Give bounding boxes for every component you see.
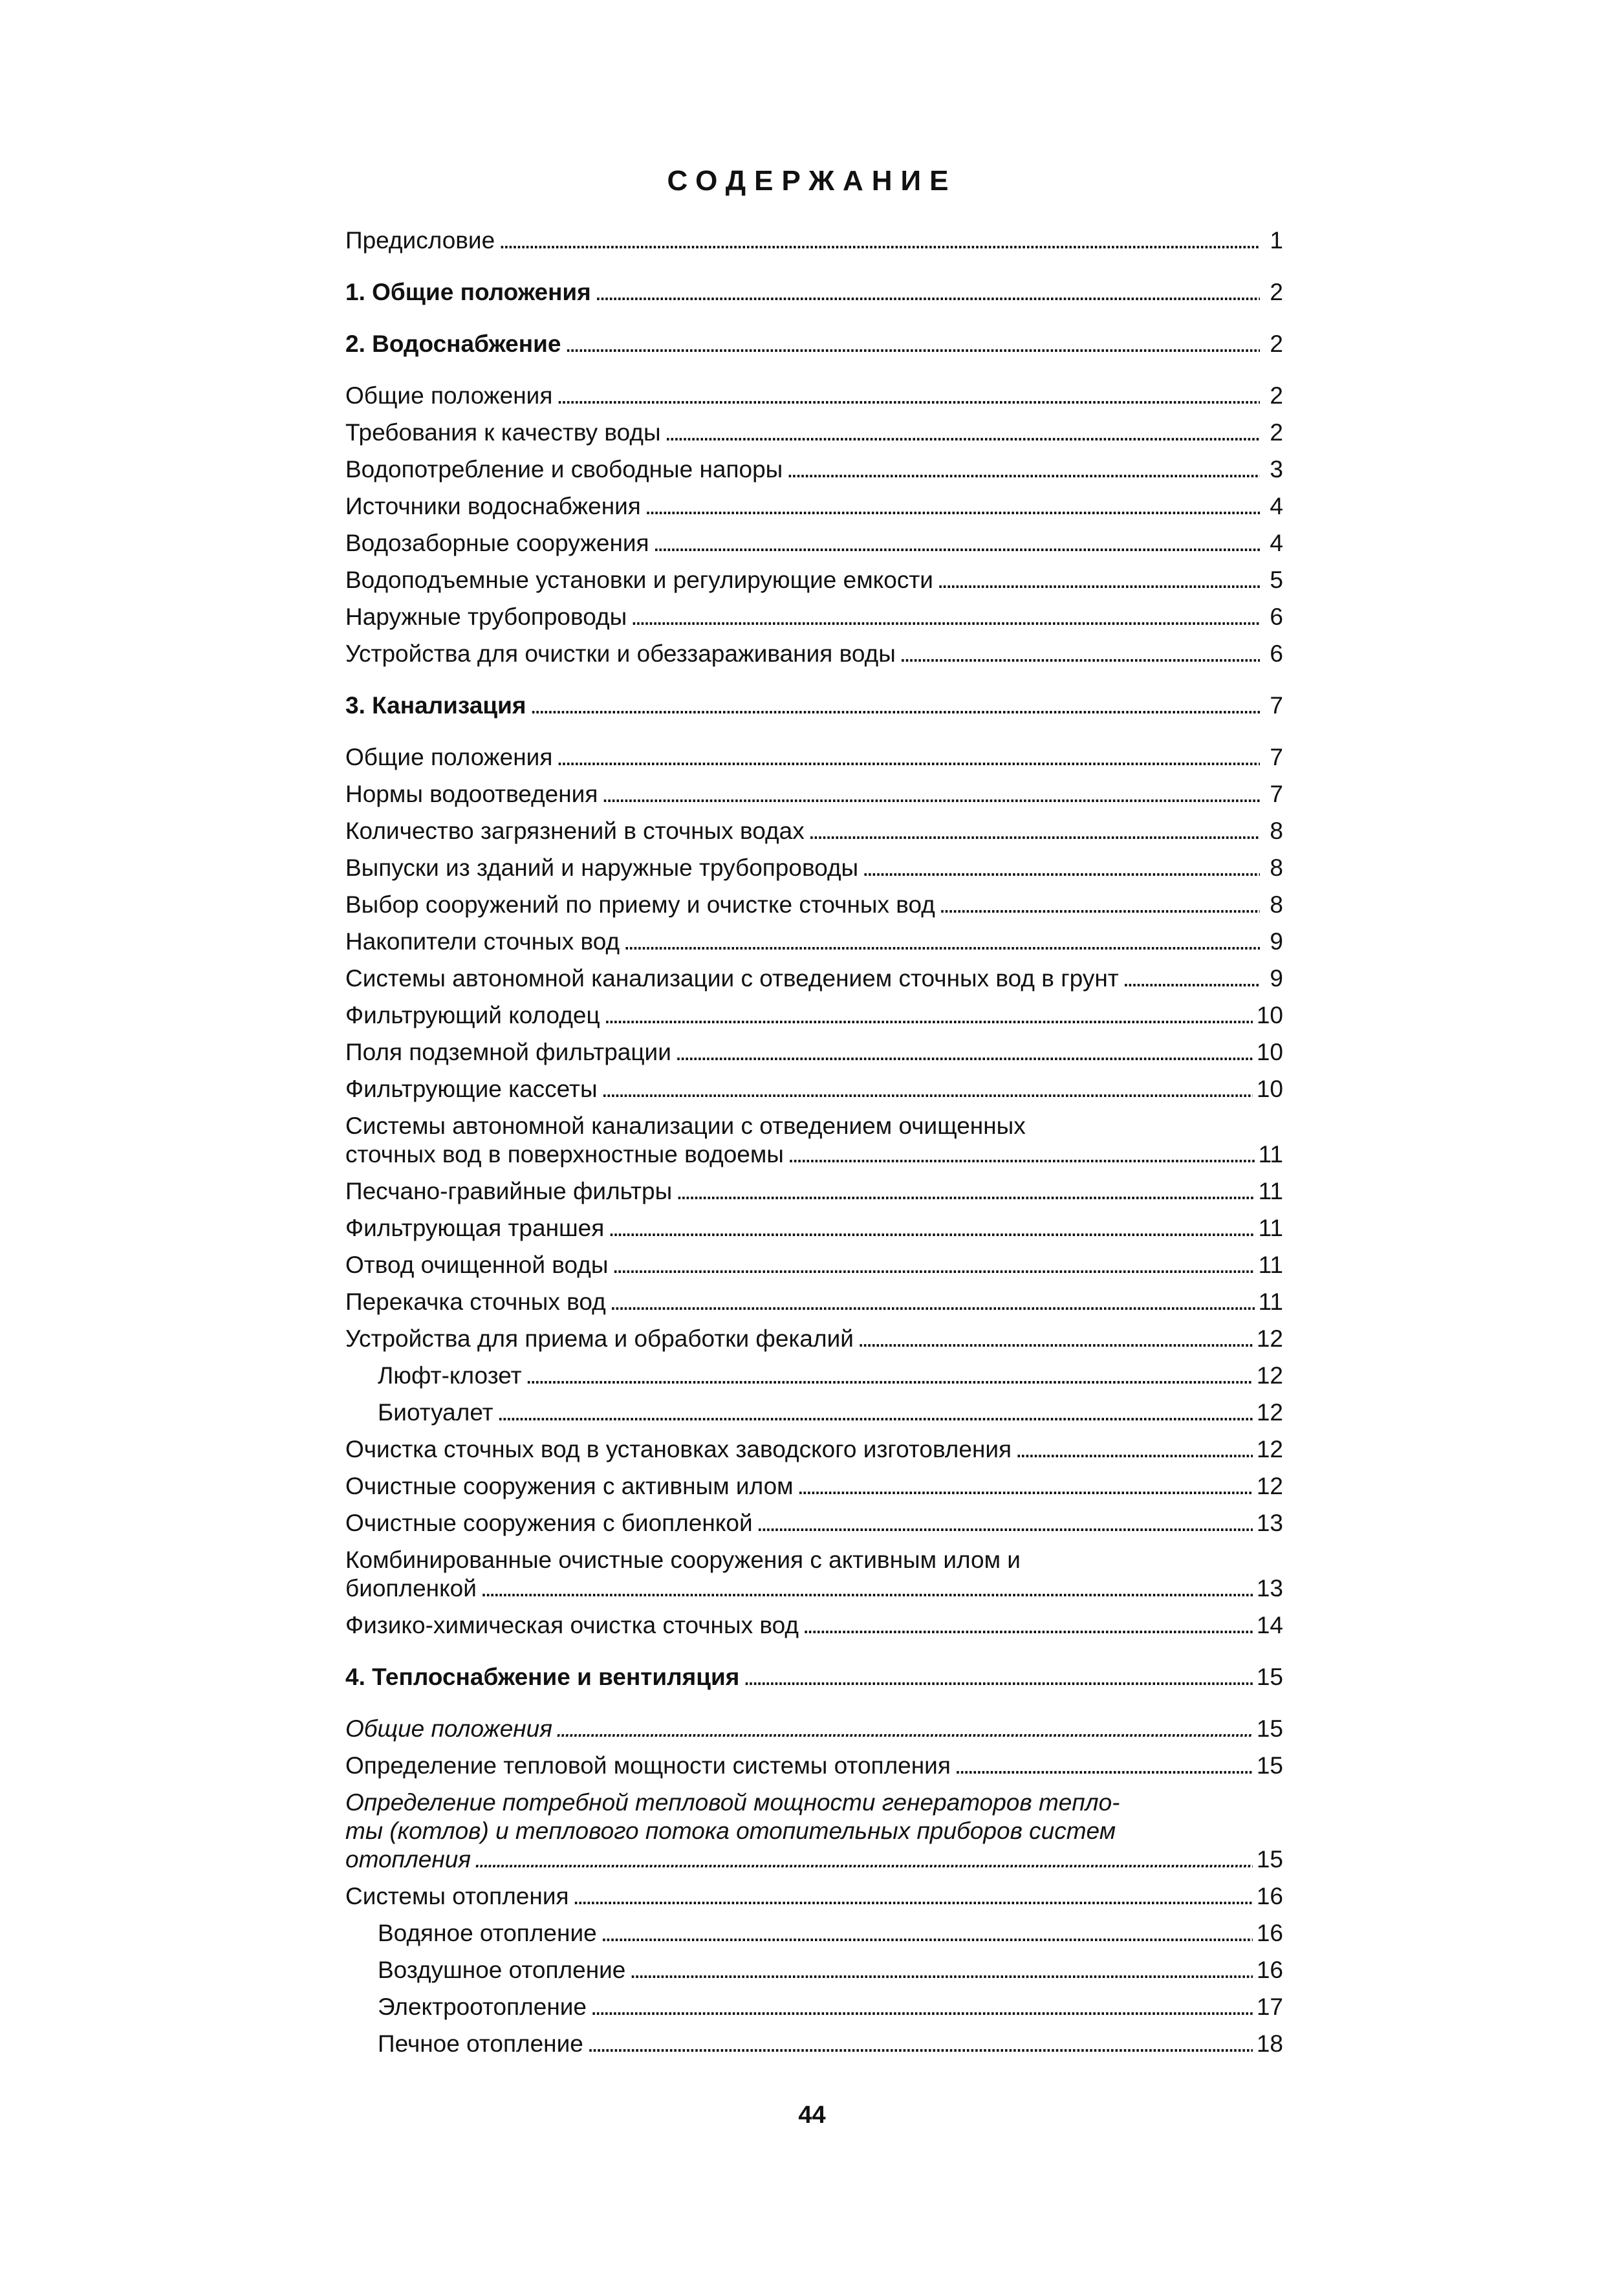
toc-entry (345, 455, 1283, 492)
toc-entry-title: 1. Общие положения (345, 279, 591, 305)
toc-entry (345, 854, 1283, 891)
toc-entry-title: Электроотопление (378, 1994, 587, 2020)
toc-entry (345, 1788, 1283, 1882)
toc-entry-title: 4. Теплоснабжение и вентиляция (345, 1664, 740, 1690)
toc-entry-page: 4 (1270, 530, 1283, 556)
dot-leader (499, 226, 1260, 255)
toc-chapter (345, 330, 1283, 367)
toc-chapter (345, 1663, 1283, 1700)
toc-entry (345, 1001, 1283, 1038)
toc-entry-title: 2. Водоснабжение (345, 331, 561, 357)
toc-entry (345, 928, 1283, 964)
toc-entry-page: 12 (1256, 1436, 1283, 1462)
dot-leader (786, 455, 1260, 484)
toc-entry-text-line: Комбинированные очистные сооружения с активным илом и (345, 1547, 1021, 1573)
dot-leader (757, 1509, 1253, 1538)
toc-entry-title: Биотуалет (378, 1399, 493, 1426)
toc-entry-title: Перекачка сточных вод (345, 1288, 606, 1315)
toc-entry (345, 1362, 1283, 1398)
toc-entry-title: Устройства для приема и обработки фекалий (345, 1325, 854, 1352)
toc-entry-page: 6 (1270, 603, 1283, 630)
toc-entry-page: 2 (1270, 382, 1283, 409)
toc-entry (345, 1611, 1283, 1648)
toc-entry-title: Фильтрующие кассеты (345, 1076, 598, 1102)
dot-leader (1015, 1435, 1253, 1464)
toc-entry-title: Очистка сточных вод в установках заводского изготовления (345, 1436, 1012, 1462)
toc-entry (345, 1509, 1283, 1546)
dot-leader (556, 743, 1260, 772)
toc-entry-title: отопления (345, 1846, 471, 1873)
toc-entry-page: 11 (1258, 1215, 1283, 1241)
toc-entry (345, 1251, 1283, 1288)
toc-entry-page: 2 (1270, 419, 1283, 446)
toc-entry-page: 3 (1270, 456, 1283, 483)
toc-entry-text-line: ты (котлов) и теплового потока отопительных приборов систем (345, 1818, 1116, 1844)
toc-entry-page: 11 (1258, 1252, 1283, 1278)
toc-entry (345, 2030, 1283, 2067)
toc-chapter (345, 278, 1283, 315)
dot-leader (937, 566, 1260, 594)
dot-leader (604, 1001, 1253, 1030)
toc-entry (345, 1435, 1283, 1472)
toc-chapter (345, 691, 1283, 728)
toc-entry (345, 1993, 1283, 2030)
toc-entry-page: 7 (1270, 744, 1283, 770)
toc-entry (345, 1177, 1283, 1214)
dot-leader (862, 854, 1260, 882)
page-title: СОДЕРЖАНИЕ (667, 165, 957, 197)
toc-entry (345, 566, 1283, 603)
toc-entry-title: Печное отопление (378, 2030, 583, 2057)
toc-entry (345, 1919, 1283, 1956)
toc-entry-page: 5 (1270, 567, 1283, 593)
toc-entry (345, 1288, 1283, 1325)
toc-entry-title: Общие положения (345, 744, 553, 770)
dot-leader (808, 817, 1260, 845)
toc-entry (345, 743, 1283, 780)
toc-entry-title: Системы автономной канализации с отведением сточных вод в грунт (345, 965, 1119, 992)
toc-entry (345, 1882, 1283, 1919)
dot-leader (565, 330, 1260, 358)
toc-entry-page: 12 (1256, 1325, 1283, 1352)
dot-leader (623, 928, 1260, 956)
dot-leader (645, 492, 1260, 521)
toc-entry-page: 15 (1256, 1752, 1283, 1779)
dot-leader (481, 1574, 1253, 1603)
toc-entry (345, 1214, 1283, 1251)
dot-leader (676, 1177, 1254, 1206)
toc-entry (345, 1325, 1283, 1362)
toc-entry (345, 1956, 1283, 1993)
toc-entry-title: Предисловие (345, 227, 495, 254)
toc-entry (345, 382, 1283, 418)
toc-entry-title: Выпуски из зданий и наружные трубопроводы (345, 854, 859, 881)
toc-entry-page: 7 (1270, 692, 1283, 719)
dot-leader (612, 1251, 1255, 1279)
toc-entry (345, 780, 1283, 817)
toc-entry-title: Общие положения (345, 382, 553, 409)
dot-leader (955, 1752, 1253, 1780)
toc-entry-title: Накопители сточных вод (345, 928, 620, 955)
toc-entry-page: 11 (1258, 1288, 1283, 1315)
dot-leader (629, 1956, 1252, 1984)
toc-entry-page: 10 (1256, 1039, 1283, 1065)
toc-entry (345, 492, 1283, 529)
toc-entry (345, 1472, 1283, 1509)
toc-entry-page: 13 (1256, 1575, 1283, 1602)
toc-entry-page: 18 (1256, 2030, 1283, 2057)
dot-leader (631, 603, 1260, 631)
dot-leader (900, 640, 1260, 668)
toc-entry-title: биопленкой (345, 1575, 477, 1602)
toc-entry-page: 2 (1270, 279, 1283, 305)
toc-entry (345, 817, 1283, 854)
toc-entry-title: Устройства для очистки и обеззараживания воды (345, 640, 896, 667)
toc-entry-page: 12 (1256, 1362, 1283, 1389)
toc-entry-title: Нормы водоотведения (345, 781, 598, 807)
toc-entry-title: Фильтрующий колодец (345, 1002, 600, 1028)
toc-entry-page: 9 (1270, 965, 1283, 992)
toc-entry-page: 13 (1256, 1510, 1283, 1536)
dot-leader (743, 1663, 1253, 1691)
toc-entry-title: Воздушное отопление (378, 1957, 626, 1983)
toc-entry (345, 891, 1283, 928)
dot-leader (526, 1362, 1253, 1390)
toc-entry (345, 1398, 1283, 1435)
dot-leader (556, 1715, 1253, 1743)
toc-entry-title: Определение тепловой мощности системы отопления (345, 1752, 951, 1779)
toc-entry-page: 11 (1258, 1141, 1283, 1168)
toc-entry-title: Водопотребление и свободные напоры (345, 456, 783, 483)
toc-entry (345, 1112, 1283, 1177)
dot-leader (788, 1140, 1255, 1169)
toc-entry-text-line: Определение потребной тепловой мощности генераторов тепло- (345, 1789, 1120, 1816)
toc-entry-title: Водоподъемные установки и регулирующие емкости (345, 567, 933, 593)
toc-entry-title: Отвод очищенной воды (345, 1252, 609, 1278)
dot-leader (530, 691, 1261, 720)
toc-entry-page: 7 (1270, 781, 1283, 807)
toc-entry (345, 1546, 1283, 1611)
toc-entry-page: 8 (1270, 891, 1283, 918)
dot-leader (601, 780, 1260, 809)
toc-entry-page: 12 (1256, 1399, 1283, 1426)
toc-entry (345, 1038, 1283, 1075)
toc-entry (345, 1752, 1283, 1788)
toc-entry-page: 16 (1256, 1957, 1283, 1983)
dot-leader (797, 1472, 1253, 1501)
toc-entry (345, 640, 1283, 677)
toc-entry-title: Физико-химическая очистка сточных вод (345, 1612, 799, 1638)
toc-entry-title: 3. Канализация (345, 692, 526, 719)
toc-entry-page: 10 (1256, 1076, 1283, 1102)
toc-entry-page: 17 (1256, 1994, 1283, 2020)
toc-entry-title: Количество загрязнений в сточных водах (345, 818, 805, 844)
toc-entry (345, 1075, 1283, 1112)
toc-entry-title: Поля подземной фильтрации (345, 1039, 671, 1065)
dot-leader (610, 1288, 1255, 1316)
toc-entry (345, 964, 1283, 1001)
dot-leader (573, 1882, 1253, 1911)
dot-leader (475, 1845, 1253, 1874)
toc-entry-title: Люфт-клозет (378, 1362, 522, 1389)
toc-entry (345, 226, 1283, 263)
toc-entry-title: Фильтрующая траншея (345, 1215, 605, 1241)
toc-entry-title: Требования к качеству воды (345, 419, 661, 446)
dot-leader (595, 278, 1260, 307)
dot-leader (556, 382, 1260, 410)
dot-leader (601, 1919, 1253, 1948)
toc-entry-title: Очистные сооружения с биопленкой (345, 1510, 753, 1536)
toc-entry-page: 8 (1270, 818, 1283, 844)
toc-entry-page: 11 (1258, 1178, 1283, 1204)
dot-leader (590, 1993, 1253, 2021)
toc-entry (345, 1715, 1283, 1752)
dot-leader (608, 1214, 1254, 1243)
dot-leader (653, 529, 1260, 558)
dot-leader (858, 1325, 1253, 1353)
toc-entry-title: Системы отопления (345, 1883, 569, 1909)
dot-leader (665, 418, 1260, 447)
toc-entry-page: 8 (1270, 854, 1283, 881)
toc-entry-title: сточных вод в поверхностные водоемы (345, 1141, 784, 1168)
dot-leader (803, 1611, 1253, 1640)
toc-entry-title: Наружные трубопроводы (345, 603, 627, 630)
toc-entry-page: 16 (1256, 1883, 1283, 1909)
dot-leader (675, 1038, 1253, 1067)
toc-entry-text-line: Системы автономной канализации с отведением очищенных (345, 1113, 1026, 1139)
dot-leader (1123, 964, 1260, 993)
toc-entry-title: Общие положения (345, 1715, 553, 1742)
table-of-contents (345, 226, 1283, 2067)
toc-entry-page: 2 (1270, 331, 1283, 357)
dot-leader (497, 1398, 1253, 1427)
toc-entry-title: Источники водоснабжения (345, 493, 641, 519)
page-number: 44 (798, 2102, 826, 2129)
toc-entry-title: Водозаборные сооружения (345, 530, 649, 556)
toc-entry-page: 1 (1270, 227, 1283, 254)
toc-entry-page: 9 (1270, 928, 1283, 955)
dot-leader (939, 891, 1260, 919)
toc-entry-title: Водяное отопление (378, 1920, 597, 1946)
toc-entry-page: 10 (1256, 1002, 1283, 1028)
toc-entry (345, 529, 1283, 566)
toc-entry (345, 418, 1283, 455)
toc-entry-page: 12 (1256, 1473, 1283, 1499)
toc-entry-title: Песчано-гравийные фильтры (345, 1178, 673, 1204)
toc-entry-page: 6 (1270, 640, 1283, 667)
dot-leader (587, 2030, 1253, 2058)
dot-leader (601, 1075, 1253, 1103)
toc-entry-page: 4 (1270, 493, 1283, 519)
toc-entry-page: 16 (1256, 1920, 1283, 1946)
toc-entry (345, 603, 1283, 640)
toc-entry-title: Выбор сооружений по приему и очистке сточных вод (345, 891, 935, 918)
toc-entry-title: Очистные сооружения с активным илом (345, 1473, 794, 1499)
toc-entry-page: 15 (1256, 1715, 1283, 1742)
toc-entry-page: 15 (1256, 1846, 1283, 1873)
toc-entry-page: 14 (1256, 1612, 1283, 1638)
toc-entry-page: 15 (1256, 1664, 1283, 1690)
